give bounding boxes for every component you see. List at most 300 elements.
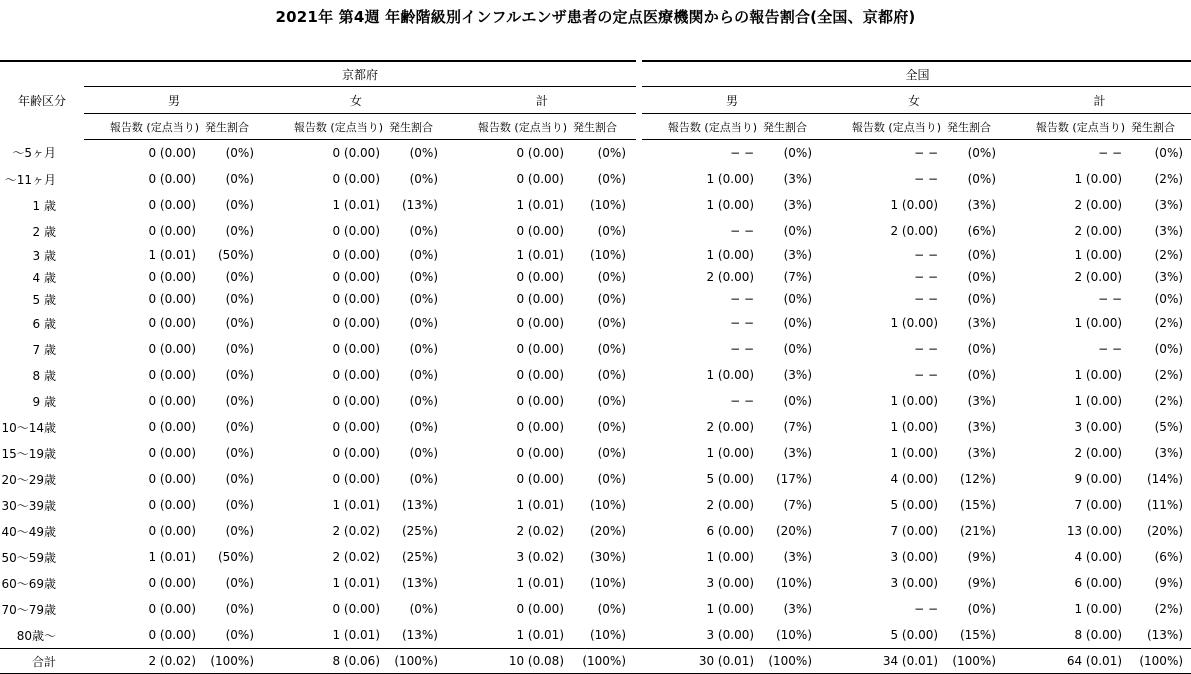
region-header-kyoto: 京都府 — [84, 61, 636, 87]
ratio-cell: (0%) — [597, 316, 627, 330]
ratio-header: 発生割合 — [760, 114, 822, 140]
ratio-cell: (3%) — [967, 316, 997, 330]
ratio-cell: (0%) — [409, 172, 438, 186]
sex-header-kyoto-total: 計 — [448, 87, 636, 114]
report-count-cell: 2 (0.02) — [332, 524, 380, 538]
report-count-cell: 0 (0.00) — [148, 472, 196, 486]
table-row — [0, 440, 1191, 466]
report-count-cell: 5 (0.00) — [890, 498, 939, 512]
ratio-cell: (9%) — [967, 576, 997, 590]
ratio-cell: (9%) — [967, 550, 997, 564]
age-column-header: 年齢区分 — [0, 61, 84, 140]
report-count-cell: 0 (0.00) — [148, 628, 196, 642]
report-count-cell: 1 (0.01) — [516, 198, 564, 212]
report-count-cell: − − — [914, 172, 939, 186]
ratio-cell: (0%) — [597, 368, 627, 382]
report-title: 2021年 第4週 年齢階級別インフルエンザ患者の定点医療機関からの報告割合(全国、京都府) — [275, 8, 916, 26]
report-count-cell: 0 (0.00) — [148, 576, 196, 590]
ratio-cell: (0%) — [225, 224, 254, 238]
report-count-cell: 0 (0.00) — [516, 342, 564, 356]
ratio-cell: (0%) — [967, 270, 997, 284]
ratio-cell: (0%) — [409, 472, 438, 486]
ratio-cell: (0%) — [409, 248, 438, 262]
ratio-cell: (3%) — [967, 198, 997, 212]
ratio-cell: (3%) — [783, 602, 813, 616]
report-count-cell: 0 (0.00) — [148, 342, 196, 356]
ratio-cell: (0%) — [225, 472, 254, 486]
report-count-cell: 1 (0.00) — [706, 368, 755, 382]
ratio-cell: (0%) — [225, 270, 254, 284]
age-cell: 30〜39歳 — [1, 498, 56, 513]
report-count-cell: − − — [914, 270, 939, 284]
ratio-cell: (20%) — [1146, 524, 1184, 538]
ratio-cell: (7%) — [783, 498, 813, 512]
report-count-cell: 1 (0.00) — [706, 198, 755, 212]
age-cell: 80歳〜 — [16, 628, 56, 643]
ratio-cell: (25%) — [401, 550, 438, 564]
report-count-cell: 0 (0.00) — [516, 368, 564, 382]
ratio-cell: (20%) — [589, 524, 627, 538]
ratio-cell: (9%) — [1154, 576, 1184, 590]
ratio-cell: (100%) — [570, 649, 636, 674]
ratio-cell: (15%) — [959, 628, 997, 642]
report-count-cell: 2 (0.00) — [706, 270, 755, 284]
age-cell: 1 歳 — [32, 198, 56, 213]
report-count-cell: 0 (0.00) — [332, 420, 380, 434]
report-count-cell: 0 (0.00) — [332, 446, 380, 460]
age-cell: 50〜59歳 — [1, 550, 56, 565]
table-body — [0, 140, 1191, 674]
report-count-cell: − − — [730, 224, 755, 238]
report-count-cell: 1 (0.00) — [706, 248, 755, 262]
report-count-cell: 8 (0.06) — [264, 649, 386, 674]
ratio-cell: (100%) — [1128, 649, 1191, 674]
ratio-cell: (0%) — [225, 524, 254, 538]
ratio-cell: (0%) — [225, 342, 254, 356]
ratio-cell: (14%) — [1146, 472, 1184, 486]
report-count-cell: 1 (0.00) — [706, 172, 755, 186]
ratio-cell: (0%) — [783, 394, 813, 408]
report-count-cell: 0 (0.00) — [332, 270, 380, 284]
ratio-header: 発生割合 — [202, 114, 264, 140]
ratio-cell: (0%) — [225, 602, 254, 616]
ratio-cell: (0%) — [597, 472, 627, 486]
report-count-cell: 1 (0.00) — [890, 198, 939, 212]
ratio-cell: (0%) — [783, 146, 813, 160]
report-count-cell: − − — [730, 316, 755, 330]
report-count-cell: 1 (0.00) — [706, 602, 755, 616]
report-count-cell: 0 (0.00) — [148, 292, 196, 306]
ratio-cell: (0%) — [783, 316, 813, 330]
table-row — [0, 166, 1191, 192]
report-count-header: 報告数 (定点当り) — [822, 114, 944, 140]
table-row — [0, 544, 1191, 570]
ratio-cell: (100%) — [944, 649, 1006, 674]
report-count-cell: 1 (0.00) — [1074, 394, 1123, 408]
ratio-cell: (0%) — [409, 394, 438, 408]
sex-header-kyoto-male: 男 — [84, 87, 264, 114]
ratio-cell: (3%) — [783, 368, 813, 382]
report-count-cell: 8 (0.00) — [1074, 628, 1123, 642]
ratio-cell: (0%) — [225, 628, 254, 642]
table-row — [0, 288, 1191, 310]
report-count-cell: 10 (0.08) — [448, 649, 570, 674]
ratio-cell: (0%) — [967, 368, 997, 382]
ratio-cell: (13%) — [1146, 628, 1184, 642]
ratio-cell: (0%) — [409, 602, 438, 616]
report-count-cell: 2 (0.02) — [516, 524, 564, 538]
ratio-cell: (0%) — [597, 602, 627, 616]
ratio-cell: (12%) — [959, 472, 997, 486]
report-count-cell: 6 (0.00) — [1074, 576, 1123, 590]
ratio-cell: (6%) — [967, 224, 997, 238]
report-count-cell: 30 (0.01) — [642, 649, 760, 674]
report-count-cell: 0 (0.00) — [148, 270, 196, 284]
report-count-cell: 0 (0.00) — [516, 446, 564, 460]
report-count-cell: 1 (0.00) — [890, 446, 939, 460]
ratio-cell: (13%) — [401, 576, 438, 590]
report-count-cell: 1 (0.01) — [148, 550, 196, 564]
report-count-cell: 5 (0.00) — [706, 472, 755, 486]
report-count-cell: − − — [914, 292, 939, 306]
ratio-cell: (3%) — [1154, 198, 1184, 212]
ratio-cell: (0%) — [409, 446, 438, 460]
ratio-cell: (2%) — [1154, 316, 1184, 330]
ratio-cell: (30%) — [589, 550, 627, 564]
ratio-cell: (0%) — [597, 146, 627, 160]
ratio-cell: (0%) — [225, 368, 254, 382]
report-count-cell: 2 (0.00) — [890, 224, 939, 238]
report-count-cell: 1 (0.01) — [332, 498, 380, 512]
report-count-cell: 3 (0.02) — [516, 550, 564, 564]
sex-header-national-female: 女 — [822, 87, 1006, 114]
ratio-cell: (0%) — [597, 292, 627, 306]
age-group-report-table — [0, 60, 1191, 674]
report-count-cell: 0 (0.00) — [148, 316, 196, 330]
report-count-cell: 1 (0.00) — [890, 420, 939, 434]
report-count-cell: − − — [1098, 292, 1123, 306]
report-count-cell: 2 (0.02) — [84, 649, 202, 674]
report-count-cell: 1 (0.01) — [516, 576, 564, 590]
ratio-cell: (2%) — [1154, 368, 1184, 382]
ratio-cell: (3%) — [1154, 446, 1184, 460]
ratio-cell: (0%) — [225, 394, 254, 408]
report-count-cell: 0 (0.00) — [332, 292, 380, 306]
ratio-cell: (2%) — [1154, 248, 1184, 262]
ratio-cell: (17%) — [775, 472, 813, 486]
report-count-cell: 2 (0.00) — [1074, 270, 1123, 284]
report-count-cell: 0 (0.00) — [148, 394, 196, 408]
report-count-cell: 3 (0.00) — [706, 576, 755, 590]
report-count-cell: 0 (0.00) — [148, 368, 196, 382]
report-count-cell: 4 (0.00) — [890, 472, 939, 486]
report-count-header: 報告数 (定点当り) — [642, 114, 760, 140]
report-count-cell: 6 (0.00) — [706, 524, 755, 538]
ratio-cell: (7%) — [783, 270, 813, 284]
table-row — [0, 192, 1191, 218]
ratio-cell: (0%) — [597, 420, 627, 434]
report-count-cell: 1 (0.01) — [332, 628, 380, 642]
ratio-cell: (10%) — [589, 628, 627, 642]
ratio-cell: (0%) — [409, 368, 438, 382]
age-cell: 15〜19歳 — [1, 446, 56, 461]
report-count-cell: 3 (0.00) — [706, 628, 755, 642]
table-row — [0, 414, 1191, 440]
ratio-cell: (3%) — [967, 446, 997, 460]
report-count-cell: 0 (0.00) — [516, 394, 564, 408]
report-count-cell: 3 (0.00) — [890, 550, 939, 564]
table-row — [0, 466, 1191, 492]
table-row — [0, 596, 1191, 622]
ratio-cell: (100%) — [760, 649, 822, 674]
ratio-cell: (0%) — [597, 224, 627, 238]
report-count-cell: 1 (0.00) — [1074, 172, 1123, 186]
report-count-cell: 34 (0.01) — [822, 649, 944, 674]
report-count-cell: 0 (0.00) — [148, 146, 196, 160]
ratio-cell: (0%) — [967, 602, 997, 616]
report-count-header: 報告数 (定点当り) — [1006, 114, 1128, 140]
report-count-cell: 0 (0.00) — [516, 316, 564, 330]
report-count-cell: 0 (0.00) — [148, 498, 196, 512]
ratio-cell: (0%) — [225, 446, 254, 460]
ratio-cell: (0%) — [783, 342, 813, 356]
report-count-cell: − − — [914, 368, 939, 382]
sex-header-national-male: 男 — [642, 87, 822, 114]
ratio-cell: (10%) — [775, 576, 813, 590]
report-count-header: 報告数 (定点当り) — [84, 114, 202, 140]
report-count-cell: 0 (0.00) — [332, 368, 380, 382]
table-row — [0, 362, 1191, 388]
ratio-cell: (0%) — [225, 146, 254, 160]
report-count-cell: 2 (0.00) — [706, 420, 755, 434]
ratio-cell: (3%) — [1154, 270, 1184, 284]
report-count-cell: 1 (0.00) — [890, 394, 939, 408]
report-count-cell: 0 (0.00) — [332, 172, 380, 186]
ratio-cell: (0%) — [409, 342, 438, 356]
report-count-cell: − − — [730, 146, 755, 160]
report-count-header: 報告数 (定点当り) — [264, 114, 386, 140]
age-cell: 40〜49歳 — [1, 524, 56, 539]
ratio-cell: (3%) — [967, 394, 997, 408]
ratio-cell: (0%) — [409, 146, 438, 160]
age-cell: 8 歳 — [32, 368, 56, 383]
ratio-cell: (10%) — [589, 198, 627, 212]
ratio-cell: (10%) — [775, 628, 813, 642]
report-count-cell: 7 (0.00) — [890, 524, 939, 538]
ratio-cell: (2%) — [1154, 172, 1184, 186]
table-row — [0, 336, 1191, 362]
ratio-cell: (13%) — [401, 628, 438, 642]
report-count-cell: − − — [730, 394, 755, 408]
report-count-cell: 7 (0.00) — [1074, 498, 1123, 512]
age-cell: 7 歳 — [32, 342, 56, 357]
age-cell: 合計 — [0, 649, 84, 674]
ratio-cell: (0%) — [783, 224, 813, 238]
report-count-cell: 0 (0.00) — [516, 172, 564, 186]
sex-header-kyoto-female: 女 — [264, 87, 448, 114]
ratio-cell: (11%) — [1146, 498, 1184, 512]
report-count-cell: 0 (0.00) — [332, 602, 380, 616]
ratio-cell: (0%) — [225, 576, 254, 590]
report-count-cell: 1 (0.00) — [1074, 248, 1123, 262]
table-row — [0, 388, 1191, 414]
report-count-cell: 0 (0.00) — [516, 270, 564, 284]
report-count-cell: 0 (0.00) — [148, 172, 196, 186]
ratio-header: 発生割合 — [944, 114, 1006, 140]
report-count-cell: 0 (0.00) — [516, 602, 564, 616]
report-count-cell: 1 (0.01) — [516, 498, 564, 512]
report-count-cell: 0 (0.00) — [148, 524, 196, 538]
table-row — [0, 622, 1191, 649]
ratio-cell: (0%) — [409, 224, 438, 238]
ratio-cell: (13%) — [401, 498, 438, 512]
report-count-cell: 1 (0.01) — [516, 628, 564, 642]
age-cell: 4 歳 — [32, 270, 56, 285]
report-count-cell: 0 (0.00) — [516, 472, 564, 486]
ratio-cell: (0%) — [967, 172, 997, 186]
ratio-cell: (20%) — [775, 524, 813, 538]
age-cell: 9 歳 — [32, 394, 56, 409]
age-cell: 〜11ヶ月 — [4, 172, 56, 187]
ratio-cell: (7%) — [783, 420, 813, 434]
report-count-cell: 0 (0.00) — [516, 146, 564, 160]
report-count-cell: − − — [914, 248, 939, 262]
age-cell: 3 歳 — [32, 248, 56, 263]
report-count-cell: 0 (0.00) — [332, 316, 380, 330]
ratio-cell: (0%) — [409, 316, 438, 330]
ratio-cell: (0%) — [1154, 292, 1184, 306]
table-row — [0, 244, 1191, 266]
ratio-cell: (0%) — [225, 292, 254, 306]
report-count-header: 報告数 (定点当り) — [448, 114, 570, 140]
ratio-cell: (0%) — [597, 342, 627, 356]
report-count-cell: 0 (0.00) — [332, 248, 380, 262]
ratio-cell: (10%) — [589, 498, 627, 512]
ratio-cell: (10%) — [589, 576, 627, 590]
ratio-cell: (0%) — [597, 394, 627, 408]
ratio-cell: (100%) — [386, 649, 448, 674]
report-count-cell: − − — [914, 602, 939, 616]
table-row — [0, 570, 1191, 596]
table-row — [0, 310, 1191, 336]
ratio-cell: (15%) — [959, 498, 997, 512]
report-count-cell: 2 (0.00) — [1074, 198, 1123, 212]
sex-header-row — [0, 87, 1191, 114]
ratio-cell: (3%) — [783, 446, 813, 460]
report-count-cell: 0 (0.00) — [148, 420, 196, 434]
ratio-cell: (3%) — [1154, 224, 1184, 238]
age-cell: 6 歳 — [32, 316, 56, 331]
ratio-cell: (25%) — [401, 524, 438, 538]
ratio-cell: (3%) — [783, 550, 813, 564]
report-count-cell: 0 (0.00) — [148, 224, 196, 238]
age-cell: 70〜79歳 — [1, 602, 56, 617]
report-count-cell: 1 (0.00) — [1074, 368, 1123, 382]
report-count-cell: − − — [730, 342, 755, 356]
age-cell: 5 歳 — [32, 292, 56, 307]
total-row — [0, 649, 1191, 674]
ratio-cell: (0%) — [225, 198, 254, 212]
age-cell: 10〜14歳 — [1, 420, 56, 435]
report-count-cell: 2 (0.00) — [706, 498, 755, 512]
report-count-cell: 0 (0.00) — [332, 472, 380, 486]
ratio-cell: (50%) — [217, 550, 254, 564]
ratio-cell: (0%) — [409, 420, 438, 434]
report-count-cell: 0 (0.00) — [332, 342, 380, 356]
ratio-cell: (0%) — [597, 172, 627, 186]
ratio-cell: (0%) — [967, 342, 997, 356]
report-count-cell: 64 (0.01) — [1006, 649, 1128, 674]
ratio-cell: (6%) — [1154, 550, 1184, 564]
ratio-cell: (3%) — [783, 248, 813, 262]
report-count-cell: 0 (0.00) — [332, 146, 380, 160]
ratio-cell: (0%) — [967, 292, 997, 306]
sex-header-national-total: 計 — [1006, 87, 1191, 114]
ratio-cell: (0%) — [597, 446, 627, 460]
report-count-cell: 0 (0.00) — [516, 420, 564, 434]
ratio-cell: (0%) — [225, 316, 254, 330]
age-cell: 20〜29歳 — [1, 472, 56, 487]
report-count-cell: 1 (0.00) — [706, 550, 755, 564]
report-count-cell: 0 (0.00) — [332, 394, 380, 408]
report-count-cell: 9 (0.00) — [1074, 472, 1123, 486]
ratio-cell: (5%) — [1154, 420, 1184, 434]
ratio-header: 発生割合 — [386, 114, 448, 140]
age-cell: 2 歳 — [32, 224, 56, 239]
ratio-cell: (0%) — [225, 172, 254, 186]
report-count-cell: 3 (0.00) — [1074, 420, 1123, 434]
report-count-cell: − − — [914, 342, 939, 356]
ratio-cell: (2%) — [1154, 394, 1184, 408]
ratio-cell: (0%) — [597, 270, 627, 284]
ratio-cell: (3%) — [783, 172, 813, 186]
ratio-cell: (3%) — [967, 420, 997, 434]
ratio-cell: (21%) — [959, 524, 997, 538]
report-count-cell: 0 (0.00) — [516, 292, 564, 306]
ratio-cell: (13%) — [401, 198, 438, 212]
age-cell: 〜5ヶ月 — [12, 146, 56, 161]
report-count-cell: 0 (0.00) — [148, 602, 196, 616]
sub-header-row — [0, 114, 1191, 140]
report-count-cell: 0 (0.00) — [332, 224, 380, 238]
ratio-cell: (0%) — [967, 146, 997, 160]
ratio-cell: (0%) — [967, 248, 997, 262]
ratio-cell: (100%) — [202, 649, 264, 674]
report-count-cell: − − — [1098, 342, 1123, 356]
ratio-cell: (0%) — [1154, 342, 1184, 356]
report-count-cell: 1 (0.01) — [148, 248, 196, 262]
ratio-cell: (2%) — [1154, 602, 1184, 616]
table-row — [0, 140, 1191, 167]
report-count-cell: 4 (0.00) — [1074, 550, 1123, 564]
table-row — [0, 518, 1191, 544]
table-row — [0, 218, 1191, 244]
ratio-cell: (0%) — [783, 292, 813, 306]
report-count-cell: 1 (0.01) — [332, 576, 380, 590]
region-header-national: 全国 — [642, 61, 1191, 87]
ratio-cell: (0%) — [225, 420, 254, 434]
report-count-cell: 0 (0.00) — [516, 224, 564, 238]
report-count-cell: 1 (0.01) — [332, 198, 380, 212]
ratio-cell: (3%) — [783, 198, 813, 212]
report-count-cell: 1 (0.00) — [890, 316, 939, 330]
report-count-cell: 0 (0.00) — [148, 446, 196, 460]
report-count-cell: 3 (0.00) — [890, 576, 939, 590]
ratio-cell: (0%) — [225, 498, 254, 512]
report-count-cell: 13 (0.00) — [1066, 524, 1123, 538]
report-count-cell: − − — [730, 292, 755, 306]
table-row — [0, 492, 1191, 518]
